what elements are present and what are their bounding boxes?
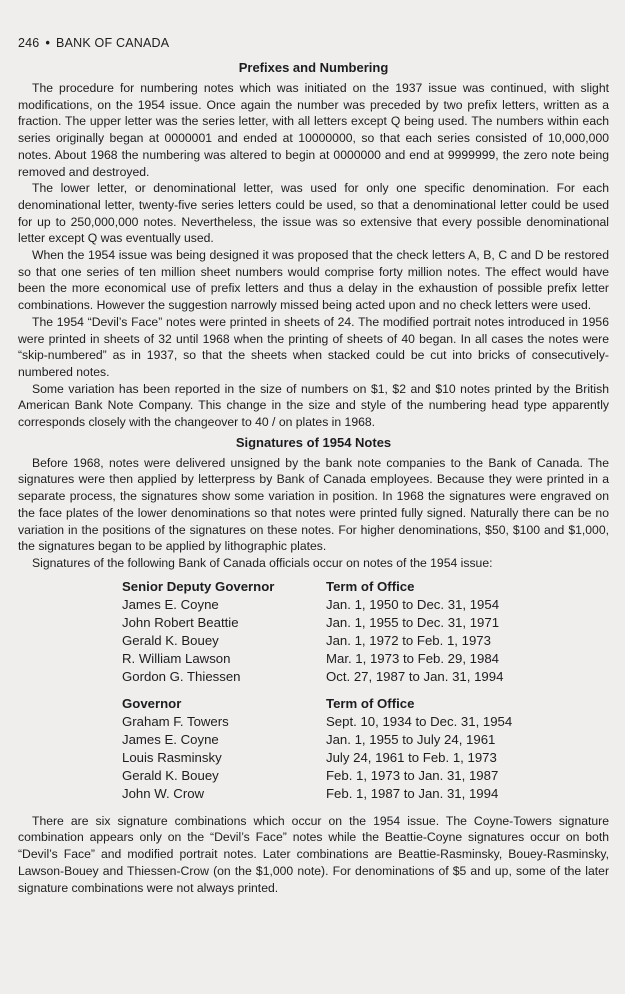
table-row [122, 650, 512, 668]
table-row [122, 785, 512, 803]
column-header-term: Term of Office [326, 695, 415, 711]
running-header [18, 36, 609, 50]
page-number: 246 [18, 36, 40, 50]
table-header-row [122, 578, 512, 596]
term-of-office: July 24, 1961 to Feb. 1, 1973 [326, 749, 497, 765]
table-row [122, 713, 512, 731]
table-row [122, 632, 512, 650]
term-of-office: Feb. 1, 1987 to Jan. 31, 1994 [326, 785, 499, 801]
table-row [122, 749, 512, 767]
table-spacer [122, 686, 512, 695]
official-name: Louis Rasminsky [122, 749, 222, 765]
section-heading-prefixes: Prefixes and Numbering [238, 60, 389, 75]
paragraph: Some variation has been reported in the size of numbers on $1, $2 and $10 notes printed by the British American Bank Note Company. This change in the size and style of the numbering head type apparently corresponds closely with the changeover to 40 / on plates in 1968. [18, 381, 609, 430]
table-header-row [122, 695, 512, 713]
term-of-office: Feb. 1, 1973 to Jan. 31, 1987 [326, 767, 499, 783]
table-row [122, 668, 512, 686]
official-name: John W. Crow [122, 785, 205, 801]
signatures-table-block [18, 578, 609, 803]
paragraph: When the 1954 issue was being designed it was proposed that the check letters A, B, C and D be restored so that one series of ten million sheet numbers would comprise forty million notes. The effect would have been the more economical use of prefix letters and thus a delay in the exhaustion of possible prefix letter combinations. However the suggestion narrowly missed being acted upon and no check letters were used. [18, 248, 609, 313]
paragraph: Signatures of the following Bank of Canada officials occur on notes of the 1954 issue: [32, 555, 493, 570]
official-name: James E. Coyne [122, 731, 219, 747]
term-of-office: Oct. 27, 1987 to Jan. 31, 1994 [326, 668, 504, 684]
column-header-name: Governor [122, 695, 182, 711]
column-header-term: Term of Office [326, 578, 415, 594]
term-of-office: Jan. 1, 1972 to Feb. 1, 1973 [326, 632, 491, 648]
official-name: Gerald K. Bouey [122, 767, 219, 783]
section-heading-signatures: Signatures of 1954 Notes [235, 434, 392, 450]
paragraph: The lower letter, or denominational letter, was used for only one specific denomination. For each denominational letter, twenty-five series letters could be used, so that a denominational letter could be used for up to 250,000,000 notes. Nevertheless, the issue was so extensive that every possible denominational letter except Q was eventually used. [18, 181, 609, 246]
closing-paragraph: There are six signature combinations which occur on the 1954 issue. The Coyne-Towers signature combination appears only on the “Devil’s Face” notes while the Beattie-Coyne signatures occur on both “Devil’s Face” and modified portrait notes. Later combinations are Beattie-Rasminsky, Bouey-Rasminsky, Lawson-Bouey and Thiessen-Crow (on the $1,000 note). For denominations of $5 and up, some of the later signature combinations were not always printed. [18, 813, 609, 895]
official-name: Gordon G. Thiessen [122, 668, 241, 684]
officials-table [122, 578, 512, 803]
paragraph: The procedure for numbering notes which was initiated on the 1937 issue was continued, with slight modifications, on the 1954 issue. Once again the number was preceded by two prefix letters, written as a fraction. The upper letter was the series letter, with all letters except Q being used. The numbers within each series originally began at 0000001 and ended at 10000000, so that each series consisted of 10,000,000 notes. About 1968 the numbering was altered to begin at 0000000 and end at 9999999, the zero note being removed and destroyed. [18, 81, 609, 179]
term-of-office: Jan. 1, 1950 to Dec. 31, 1954 [326, 596, 500, 612]
term-of-office: Jan. 1, 1955 to Dec. 31, 1971 [326, 614, 500, 630]
official-name: Gerald K. Bouey [122, 632, 219, 648]
running-title: BANK OF CANADA [56, 36, 170, 50]
paragraph: Before 1968, notes were delivered unsigned by the bank note companies to the Bank of Canada. The signatures were then applied by letterpress by Bank of Canada employees. Because they were printed in a separate process, the signatures show some variation in position. In 1968 the signatures were engraved on the face plates of the lower denominations so that notes were printed fully signed. Naturally there can be no variation in the positions of the signatures on these notes. For higher denominations, $50, $100 and $1,000, the signatures began to be applied by lithographic plates. [18, 455, 609, 554]
official-name: John Robert Beattie [122, 614, 239, 630]
bullet-separator: • [45, 36, 51, 50]
official-name: R. William Lawson [122, 650, 231, 666]
term-of-office: Sept. 10, 1934 to Dec. 31, 1954 [326, 713, 513, 729]
column-header-name: Senior Deputy Governor [122, 578, 275, 594]
table-row [122, 596, 512, 614]
official-name: Graham F. Towers [122, 713, 229, 729]
table-row [122, 614, 512, 632]
table-row [122, 731, 512, 749]
term-of-office: Mar. 1, 1973 to Feb. 29, 1984 [326, 650, 500, 666]
term-of-office: Jan. 1, 1955 to July 24, 1961 [326, 731, 496, 747]
paragraph: The 1954 “Devil’s Face” notes were printed in sheets of 24. The modified portrait notes introduced in 1956 were printed in sheets of 32 until 1968 when the printing of sheets of 40 began. In all cases the notes were “skip-numbered” as in 1937, so that the sheets when stacked could be cut into bricks of consecutively-numbered notes. [18, 314, 609, 379]
official-name: James E. Coyne [122, 596, 219, 612]
table-row [122, 767, 512, 785]
